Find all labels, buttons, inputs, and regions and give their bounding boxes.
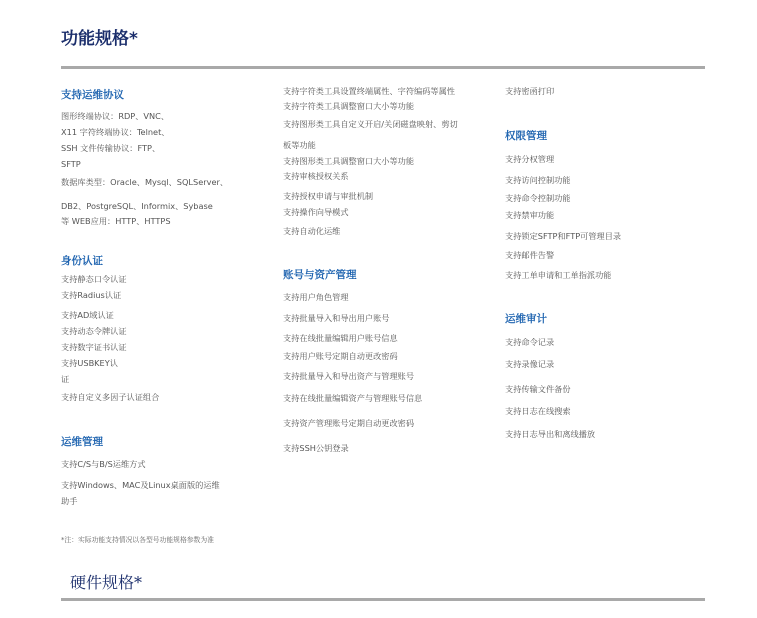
feature-line: 支持密函打印 — [505, 86, 555, 96]
feature-line: 支持静态口令认证 — [61, 274, 127, 284]
feature-line: 助手 — [61, 496, 78, 506]
feature-line: X11 字符终端协议：Telnet、 — [61, 127, 170, 137]
feature-line: SFTP — [61, 159, 81, 169]
feature-line: 支持分权管理 — [505, 154, 555, 164]
feature-line: 支持资产管理账号定期自动更改密码 — [283, 418, 415, 428]
feature-line: 支持工单申请和工单指派功能 — [505, 270, 612, 280]
page-title: 功能规格* — [61, 29, 138, 49]
feature-line: 支持锁定SFTP和FTP可管理目录 — [505, 231, 622, 241]
bottom-divider — [61, 598, 705, 601]
feature-line: 支持命令记录 — [505, 337, 555, 347]
feature-line: 支持日志在线搜索 — [505, 406, 571, 416]
feature-line: 图形终端协议：RDP、VNC、 — [61, 111, 170, 121]
feature-line: 证 — [61, 374, 70, 384]
feature-line: 支持动态令牌认证 — [61, 326, 127, 336]
feature-line: 支持自定义多因子认证组合 — [61, 392, 160, 402]
feature-line: 支持传输文件备份 — [505, 384, 571, 394]
feature-line: 支持用户账号定期自动更改密码 — [283, 351, 398, 361]
feature-line: 支持审核授权关系 — [283, 171, 349, 181]
feature-line: 支持用户角色管理 — [283, 292, 349, 302]
feature-line: 支持在线批量编辑用户账号信息 — [283, 333, 398, 343]
feature-line: 支持命令控制功能 — [505, 193, 571, 203]
feature-line: 支持Windows、MAC及Linux桌面版的运维 — [61, 480, 220, 490]
feature-line: 支持AD域认证 — [61, 310, 114, 320]
feature-line: 等 WEB应用：HTTP、HTTPS — [61, 216, 171, 226]
feature-line: 支持USBKEY认 — [61, 358, 118, 368]
feature-line: 支持邮件告警 — [505, 250, 555, 260]
feature-line: 支持C/S与B/S运维方式 — [61, 459, 146, 469]
feature-line: 支持访问控制功能 — [505, 175, 571, 185]
feature-line: SSH 文件传输协议：FTP、 — [61, 143, 161, 153]
feature-line: 支持图形类工具调整窗口大小等功能 — [283, 156, 415, 166]
feature-line: 支持自动化运维 — [283, 226, 341, 236]
feature-line: 支持日志导出和离线播放 — [505, 429, 596, 439]
section-heading: 权限管理 — [505, 130, 547, 142]
section-heading: 支持运维协议 — [61, 89, 124, 101]
feature-line: 支持数字证书认证 — [61, 342, 127, 352]
section-heading: 身份认证 — [61, 255, 103, 267]
feature-line: 板等功能 — [283, 140, 316, 150]
feature-line: 支持批量导入和导出资产与管理账号 — [283, 371, 415, 381]
feature-line: 支持在线批量编辑资产与管理账号信息 — [283, 393, 423, 403]
feature-line: 支持操作向导模式 — [283, 207, 349, 217]
feature-line: 支持授权申请与审批机制 — [283, 191, 374, 201]
feature-line: 数据库类型：Oracle、Mysql、SQLServer、 — [61, 177, 229, 187]
feature-line: 支持字符类工具设置终端属性、字符编码等属性 — [283, 86, 455, 96]
feature-line: 支持Radius认证 — [61, 290, 122, 300]
feature-line: 支持批量导入和导出用户账号 — [283, 313, 390, 323]
hardware-spec-title: 硬件规格* — [70, 573, 143, 592]
feature-line: 支持禁审功能 — [505, 210, 555, 220]
footnote: *注：实际功能支持情况以各型号功能规格参数为准 — [61, 536, 214, 544]
feature-line: DB2、PostgreSQL、Informix、Sybase — [61, 201, 213, 211]
feature-line: 支持字符类工具调整窗口大小等功能 — [283, 101, 415, 111]
feature-line: 支持图形类工具自定义开启/关闭磁盘映射、剪切 — [283, 119, 458, 129]
section-heading: 运维审计 — [505, 313, 547, 325]
feature-line: 支持录像记录 — [505, 359, 555, 369]
section-heading: 账号与资产管理 — [283, 269, 357, 281]
section-heading: 运维管理 — [61, 436, 103, 448]
top-divider — [61, 66, 705, 69]
feature-line: 支持SSH公钥登录 — [283, 443, 349, 453]
